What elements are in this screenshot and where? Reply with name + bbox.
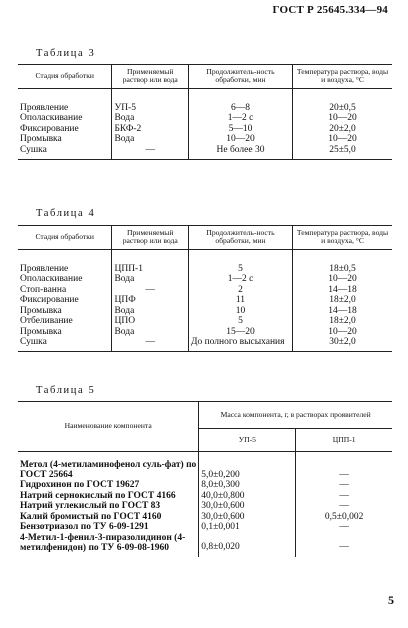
table5-value-cpp1: —: [296, 522, 392, 533]
table3-cell: 1—2 с: [188, 113, 292, 124]
table4-cell: 14—18: [293, 285, 392, 296]
table-row: [18, 306, 392, 317]
table4-header-temperature: Температура раствора, воды и воздуха, °С: [293, 226, 392, 250]
table3-cell: 20±2,0: [293, 124, 392, 135]
table3-cell: Не более 30: [188, 145, 292, 156]
table-row: [18, 491, 392, 502]
table4-cell: Вода: [112, 327, 189, 338]
table4-cell: ЦПО: [112, 316, 189, 327]
table4-cell: Стоп-ванна: [20, 284, 67, 295]
table4-cell: Отбеливание: [20, 316, 73, 327]
table3-cell: Сушка: [20, 144, 47, 155]
table-row: [18, 460, 392, 480]
table4-header-stage: Стадия обработки: [18, 226, 112, 250]
standard-number: ГОСТ Р 25645.334—94: [272, 4, 388, 16]
table-row: [18, 134, 392, 145]
table4-cell: Вода: [112, 306, 189, 317]
table-row: [18, 522, 392, 533]
table4-cell: 5: [188, 264, 292, 275]
table-row: [18, 124, 392, 135]
table3-header-temperature: Температура раствора, воды и воздуха, °С: [293, 65, 392, 89]
table3-cell: 25±5,0: [293, 145, 392, 156]
table3-caption: Таблица 3: [36, 48, 96, 59]
table4-cell: 2: [188, 285, 292, 296]
table4-cell: ЦПП-1: [112, 264, 189, 275]
table4-cell: 10: [188, 306, 292, 317]
table3-cell: 10—20: [293, 134, 392, 145]
table4-cell: 1—2 с: [188, 274, 292, 285]
table4-cell: ЦПФ: [112, 295, 189, 306]
table5-component: Натрий сернокислый по ГОСТ 4166: [20, 490, 176, 501]
table3-cell: УП-5: [112, 103, 189, 114]
table5-value-up5: 5,0±0,200: [199, 460, 296, 480]
table-row: [18, 512, 392, 523]
table5-header-row: [18, 402, 392, 429]
table5-caption: Таблица 5: [36, 385, 96, 396]
table4-cell: Ополаскивание: [20, 274, 83, 285]
table-row: [18, 327, 392, 338]
table3-cell: 5—10: [188, 124, 292, 135]
table4: [18, 225, 392, 352]
table5-component: Бензотриазол по ТУ 6-09-1291: [20, 522, 149, 532]
table4-cell: —: [112, 337, 189, 348]
table3-cell: Промывка: [20, 134, 62, 145]
table3-cell: Вода: [112, 134, 189, 145]
table5-component: Натрий углекислый по ГОСТ 83: [20, 501, 161, 511]
table5-header-component: Наименование компонента: [18, 402, 199, 452]
table3-header-solution: Применяемый раствор или вода: [112, 65, 189, 89]
table5-value-cpp1: 0,5±0,002: [296, 512, 392, 523]
table5-component: Гидрохинон по ГОСТ 19627: [20, 480, 140, 490]
table4-cell: 18±2,0: [293, 295, 392, 306]
table5-component: 4-Метил-1-фенил-3-пиразолидинон (4-метилфенидон) по ТУ 6-09-08-1960: [20, 532, 186, 553]
table-row: [18, 480, 392, 491]
table4-cell: 10—20: [293, 274, 392, 285]
table4-cell: Фиксирование: [20, 295, 79, 306]
table4-cell: 5: [188, 316, 292, 327]
table-row: [18, 274, 392, 285]
table5-value-cpp1: —: [296, 460, 392, 480]
table4-header-row: [18, 226, 392, 250]
table5-value-up5: 0,8±0,020: [199, 533, 296, 553]
table3-cell: 6—8: [188, 103, 292, 114]
table4-cell: 15—20: [188, 327, 292, 338]
table5-value-cpp1: —: [296, 501, 392, 512]
table5-value-up5: 30,0±0,600: [199, 512, 296, 523]
table4-header-duration: Продолжитель-ность обработки, мин: [188, 226, 292, 250]
table-row: [18, 285, 392, 296]
table-row: [18, 295, 392, 306]
table5-value-up5: 8,0±0,300: [199, 480, 296, 491]
table3-cell: 10—20: [188, 134, 292, 145]
table3-header-stage: Стадия обработки: [18, 65, 112, 89]
table3-cell: Проявление: [20, 102, 69, 113]
table-row: [18, 316, 392, 327]
table-row: [18, 264, 392, 275]
table-row: [18, 103, 392, 114]
table-row: [18, 113, 392, 124]
table4-cell: 14—18: [293, 306, 392, 317]
table3-cell: —: [112, 145, 189, 156]
table4-cell: —: [112, 285, 189, 296]
table5: [18, 401, 392, 557]
table5-value-cpp1: —: [296, 480, 392, 491]
table4-cell: Сушка: [20, 337, 47, 348]
table5-header-cpp1: ЦПП-1: [296, 429, 392, 452]
table5-value-cpp1: —: [296, 491, 392, 502]
table5-value-up5: 0,1±0,001: [199, 522, 296, 533]
table4-cell: Промывка: [20, 326, 62, 337]
table4-cell: 11: [188, 295, 292, 306]
table4-cell: Вода: [112, 274, 189, 285]
table3-header-duration: Продолжитель-ность обработки, мин: [188, 65, 292, 89]
table4-cell: 18±2,0: [293, 316, 392, 327]
table5-value-up5: 30,0±0,600: [199, 501, 296, 512]
table-row: [18, 501, 392, 512]
table5-component: Метол (4-метиламинофенол суль-фат) по ГОСТ 25664: [20, 460, 197, 480]
table4-cell: Проявление: [20, 263, 69, 274]
table5-component: Калий бромистый по ГОСТ 4160: [20, 511, 162, 522]
table3-cell: 10—20: [293, 113, 392, 124]
table4-cell: 18±0,5: [293, 264, 392, 275]
table5-header-mass: Масса компонента, г, в растворах проявителей: [199, 402, 392, 429]
table3-cell: Фиксирование: [20, 123, 79, 134]
table3-cell: 20±0,5: [293, 103, 392, 114]
table3-cell: БКФ-2: [112, 124, 189, 135]
table-row: [18, 337, 392, 348]
table4-cell: До полного высыхания: [188, 337, 292, 348]
table5-header-up5: УП-5: [199, 429, 296, 452]
page-number: 5: [388, 593, 394, 607]
table5-value-cpp1: —: [296, 533, 392, 553]
table4-cell: Промывка: [20, 305, 62, 316]
table3: [18, 64, 392, 160]
table4-cell: 30±2,0: [293, 337, 392, 348]
table3-header-row: [18, 65, 392, 89]
table3-cell: Вода: [112, 113, 189, 124]
table-row: [18, 533, 392, 553]
table5-value-up5: 40,0±0,800: [199, 491, 296, 502]
table4-header-solution: Применяемый раствор или вода: [112, 226, 189, 250]
table3-cell: Ополаскивание: [20, 113, 83, 124]
table4-caption: Таблица 4: [36, 208, 96, 219]
table4-cell: 10—20: [293, 327, 392, 338]
table-row: [18, 145, 392, 156]
